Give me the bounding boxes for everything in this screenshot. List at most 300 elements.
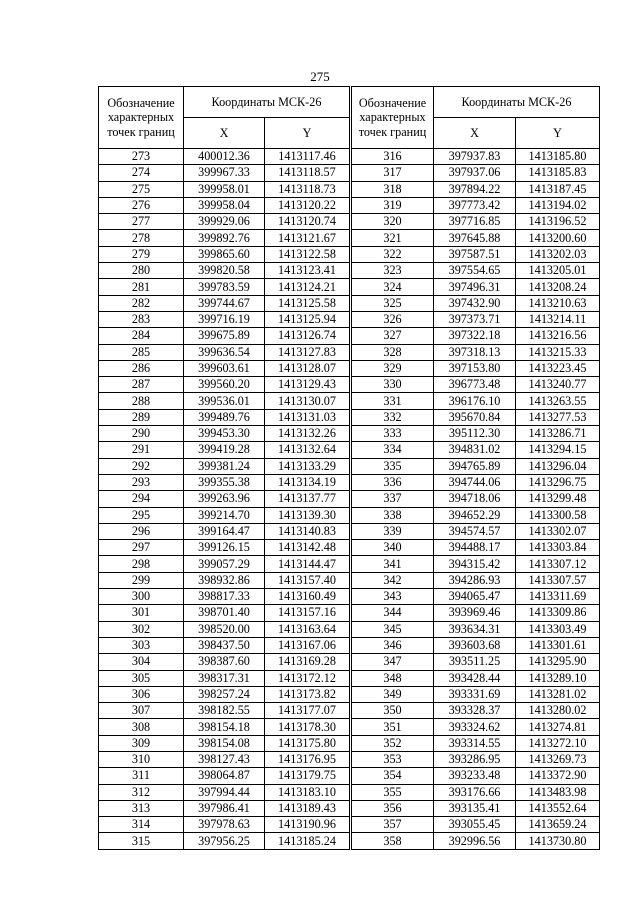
table-row — [352, 784, 600, 800]
table-row — [352, 328, 600, 344]
point-number-cell: 350 — [352, 703, 434, 719]
y-coordinate-cell: 1413190.96 — [265, 817, 350, 833]
y-coordinate-cell: 1413120.22 — [265, 197, 350, 213]
y-coordinate-cell: 1413127.83 — [265, 344, 350, 360]
table-row — [99, 768, 350, 784]
y-coordinate-cell: 1413301.61 — [516, 637, 600, 653]
y-coordinate-cell: 1413169.28 — [265, 654, 350, 670]
x-coordinate-cell: 394315.42 — [434, 556, 516, 572]
x-coordinate-cell: 396773.48 — [434, 377, 516, 393]
y-coordinate-cell: 1413179.75 — [265, 768, 350, 784]
y-coordinate-cell: 1413189.43 — [265, 800, 350, 816]
x-coordinate-cell: 399126.15 — [184, 540, 265, 556]
y-coordinate-cell: 1413118.57 — [265, 165, 350, 181]
table-row — [352, 311, 600, 327]
x-coordinate-cell: 399164.47 — [184, 523, 265, 539]
table-row — [352, 605, 600, 621]
table-row — [99, 751, 350, 767]
x-coordinate-cell: 399536.01 — [184, 393, 265, 409]
point-number-cell: 307 — [99, 703, 184, 719]
x-coordinate-cell: 395112.30 — [434, 426, 516, 442]
y-coordinate-cell: 1413124.21 — [265, 279, 350, 295]
table-row — [352, 295, 600, 311]
point-number-cell: 288 — [99, 393, 184, 409]
point-number-cell: 336 — [352, 474, 434, 490]
y-coordinate-cell: 1413123.41 — [265, 263, 350, 279]
x-coordinate-cell: 397373.71 — [434, 311, 516, 327]
x-coordinate-cell: 393135.41 — [434, 800, 516, 816]
table-row — [99, 800, 350, 816]
table-row — [352, 572, 600, 588]
point-number-cell: 325 — [352, 295, 434, 311]
table-row — [352, 214, 600, 230]
table-row — [352, 556, 600, 572]
point-number-cell: 278 — [99, 230, 184, 246]
table-row — [99, 311, 350, 327]
y-coordinate-cell: 1413300.58 — [516, 507, 600, 523]
y-coordinate-cell: 1413208.24 — [516, 279, 600, 295]
x-column-header: X — [184, 118, 265, 149]
point-number-cell: 282 — [99, 295, 184, 311]
y-coordinate-cell: 1413302.07 — [516, 523, 600, 539]
y-coordinate-cell: 1413133.29 — [265, 458, 350, 474]
point-number-cell: 297 — [99, 540, 184, 556]
x-coordinate-cell: 397986.41 — [184, 800, 265, 816]
point-number-cell: 301 — [99, 605, 184, 621]
point-number-cell: 306 — [99, 686, 184, 702]
x-coordinate-cell: 399929.06 — [184, 214, 265, 230]
y-coordinate-cell: 1413274.81 — [516, 719, 600, 735]
table-row — [352, 670, 600, 686]
table-row — [99, 149, 350, 165]
table-row — [99, 817, 350, 833]
x-coordinate-cell: 398317.31 — [184, 670, 265, 686]
y-coordinate-cell: 1413173.82 — [265, 686, 350, 702]
point-number-cell: 293 — [99, 474, 184, 490]
y-coordinate-cell: 1413289.10 — [516, 670, 600, 686]
x-coordinate-cell: 398127.43 — [184, 751, 265, 767]
y-coordinate-cell: 1413296.04 — [516, 458, 600, 474]
y-coordinate-cell: 1413294.15 — [516, 442, 600, 458]
x-coordinate-cell: 397587.51 — [434, 246, 516, 262]
y-coordinate-cell: 1413196.52 — [516, 214, 600, 230]
x-coordinate-cell: 399783.59 — [184, 279, 265, 295]
table-row — [352, 637, 600, 653]
table-row — [352, 149, 600, 165]
y-coordinate-cell: 1413167.06 — [265, 637, 350, 653]
y-coordinate-cell: 1413311.69 — [516, 589, 600, 605]
table-body-left — [99, 149, 350, 850]
point-number-cell: 352 — [352, 735, 434, 751]
table-row — [99, 344, 350, 360]
point-number-cell: 343 — [352, 589, 434, 605]
point-number-cell: 295 — [99, 507, 184, 523]
x-coordinate-cell: 398154.18 — [184, 719, 265, 735]
table-row — [352, 751, 600, 767]
point-number-cell: 337 — [352, 491, 434, 507]
x-coordinate-cell: 397496.31 — [434, 279, 516, 295]
x-coordinate-cell: 399865.60 — [184, 246, 265, 262]
x-coordinate-cell: 398520.00 — [184, 621, 265, 637]
y-coordinate-cell: 1413125.94 — [265, 311, 350, 327]
table-row — [352, 735, 600, 751]
point-number-cell: 353 — [352, 751, 434, 767]
x-coordinate-cell: 397322.18 — [434, 328, 516, 344]
point-number-cell: 291 — [99, 442, 184, 458]
y-coordinate-cell: 1413122.58 — [265, 246, 350, 262]
y-coordinate-cell: 1413172.12 — [265, 670, 350, 686]
x-coordinate-cell: 399958.04 — [184, 197, 265, 213]
x-coordinate-cell: 393603.68 — [434, 637, 516, 653]
y-coordinate-cell: 1413214.11 — [516, 311, 600, 327]
table-body-right — [352, 149, 600, 850]
table-row — [352, 360, 600, 376]
y-coordinate-cell: 1413175.80 — [265, 735, 350, 751]
x-coordinate-cell: 399675.89 — [184, 328, 265, 344]
table-row — [99, 654, 350, 670]
y-coordinate-cell: 1413177.07 — [265, 703, 350, 719]
point-number-cell: 274 — [99, 165, 184, 181]
y-coordinate-cell: 1413299.48 — [516, 491, 600, 507]
y-coordinate-cell: 1413240.77 — [516, 377, 600, 393]
point-number-cell: 335 — [352, 458, 434, 474]
y-coordinate-cell: 1413210.63 — [516, 295, 600, 311]
table-row — [99, 686, 350, 702]
table-row — [352, 377, 600, 393]
table-row — [99, 540, 350, 556]
x-coordinate-cell: 398387.60 — [184, 654, 265, 670]
table-row — [99, 409, 350, 425]
table-row — [352, 181, 600, 197]
table-row — [99, 458, 350, 474]
table-row — [352, 523, 600, 539]
point-number-cell: 308 — [99, 719, 184, 735]
table-row — [99, 556, 350, 572]
point-number-cell: 275 — [99, 181, 184, 197]
y-coordinate-cell: 1413183.10 — [265, 784, 350, 800]
point-number-cell: 348 — [352, 670, 434, 686]
x-coordinate-cell: 399636.54 — [184, 344, 265, 360]
x-coordinate-cell: 399892.76 — [184, 230, 265, 246]
y-coordinate-cell: 1413142.48 — [265, 540, 350, 556]
y-coordinate-cell: 1413117.46 — [265, 149, 350, 165]
table-row — [352, 719, 600, 735]
point-number-cell: 346 — [352, 637, 434, 653]
x-coordinate-cell: 393176.66 — [434, 784, 516, 800]
y-coordinate-cell: 1413205.01 — [516, 263, 600, 279]
table-row — [99, 442, 350, 458]
x-coordinate-cell: 393331.69 — [434, 686, 516, 702]
table-row — [99, 670, 350, 686]
y-coordinate-cell: 1413118.73 — [265, 181, 350, 197]
point-number-cell: 277 — [99, 214, 184, 230]
point-number-cell: 358 — [352, 833, 434, 849]
x-coordinate-cell: 393286.95 — [434, 751, 516, 767]
y-coordinate-cell: 1413132.26 — [265, 426, 350, 442]
x-coordinate-cell: 397956.25 — [184, 833, 265, 849]
table-row — [352, 507, 600, 523]
y-coordinate-cell: 1413130.07 — [265, 393, 350, 409]
table-row — [99, 719, 350, 735]
table-row — [99, 507, 350, 523]
y-coordinate-cell: 1413307.12 — [516, 556, 600, 572]
table-row — [352, 833, 600, 849]
y-coordinate-cell: 1413303.84 — [516, 540, 600, 556]
y-coordinate-cell: 1413223.45 — [516, 360, 600, 376]
y-coordinate-cell: 1413157.16 — [265, 605, 350, 621]
point-number-cell: 354 — [352, 768, 434, 784]
table-row — [352, 800, 600, 816]
table-row — [352, 589, 600, 605]
table-row — [352, 246, 600, 262]
point-number-cell: 305 — [99, 670, 184, 686]
point-number-cell: 315 — [99, 833, 184, 849]
y-coordinate-cell: 1413296.75 — [516, 474, 600, 490]
table-row — [99, 703, 350, 719]
x-coordinate-cell: 397554.65 — [434, 263, 516, 279]
x-coordinate-cell: 399355.38 — [184, 474, 265, 490]
point-number-cell: 309 — [99, 735, 184, 751]
point-number-cell: 292 — [99, 458, 184, 474]
table-row — [99, 523, 350, 539]
x-coordinate-cell: 398182.55 — [184, 703, 265, 719]
table-row — [99, 295, 350, 311]
point-number-cell: 312 — [99, 784, 184, 800]
point-number-cell: 332 — [352, 409, 434, 425]
point-number-cell: 286 — [99, 360, 184, 376]
y-coordinate-cell: 1413120.74 — [265, 214, 350, 230]
y-coordinate-cell: 1413216.56 — [516, 328, 600, 344]
y-coordinate-cell: 1413215.33 — [516, 344, 600, 360]
x-coordinate-cell: 393428.44 — [434, 670, 516, 686]
y-coordinate-cell: 1413281.02 — [516, 686, 600, 702]
point-number-cell: 279 — [99, 246, 184, 262]
x-coordinate-cell: 393314.55 — [434, 735, 516, 751]
point-number-cell: 321 — [352, 230, 434, 246]
x-coordinate-cell: 397894.22 — [434, 181, 516, 197]
x-coordinate-cell: 395670.84 — [434, 409, 516, 425]
y-coordinate-cell: 1413202.03 — [516, 246, 600, 262]
table-row — [352, 654, 600, 670]
y-coordinate-cell: 1413730.80 — [516, 833, 600, 849]
y-coordinate-cell: 1413160.49 — [265, 589, 350, 605]
y-coordinate-cell: 1413185.83 — [516, 165, 600, 181]
point-number-cell: 299 — [99, 572, 184, 588]
point-number-cell: 280 — [99, 263, 184, 279]
y-coordinate-cell: 1413659.24 — [516, 817, 600, 833]
point-number-cell: 341 — [352, 556, 434, 572]
y-coordinate-cell: 1413185.24 — [265, 833, 350, 849]
y-coordinate-cell: 1413372.90 — [516, 768, 600, 784]
x-coordinate-cell: 399967.33 — [184, 165, 265, 181]
table-row — [352, 768, 600, 784]
point-number-cell: 296 — [99, 523, 184, 539]
table-row — [99, 426, 350, 442]
table-row — [99, 230, 350, 246]
point-number-cell: 338 — [352, 507, 434, 523]
y-coordinate-cell: 1413286.71 — [516, 426, 600, 442]
y-coordinate-cell: 1413185.80 — [516, 149, 600, 165]
table-row — [99, 377, 350, 393]
table-row — [352, 458, 600, 474]
point-number-cell: 326 — [352, 311, 434, 327]
x-coordinate-cell: 398701.40 — [184, 605, 265, 621]
x-coordinate-cell: 398154.08 — [184, 735, 265, 751]
y-coordinate-cell: 1413303.49 — [516, 621, 600, 637]
y-coordinate-cell: 1413280.02 — [516, 703, 600, 719]
table-row — [99, 833, 350, 849]
x-coordinate-cell: 398932.86 — [184, 572, 265, 588]
table-row — [352, 817, 600, 833]
x-coordinate-cell: 399603.61 — [184, 360, 265, 376]
table-row — [99, 246, 350, 262]
y-coordinate-cell: 1413552.64 — [516, 800, 600, 816]
x-coordinate-cell: 394286.93 — [434, 572, 516, 588]
x-coordinate-cell: 398817.33 — [184, 589, 265, 605]
x-coordinate-cell: 393328.37 — [434, 703, 516, 719]
table-row — [352, 279, 600, 295]
y-coordinate-cell: 1413163.64 — [265, 621, 350, 637]
x-coordinate-cell: 398257.24 — [184, 686, 265, 702]
coordinates-header: Координаты МСК-26 — [434, 87, 600, 118]
point-number-cell: 303 — [99, 637, 184, 653]
x-coordinate-cell: 393055.45 — [434, 817, 516, 833]
table-row — [352, 686, 600, 702]
y-coordinate-cell: 1413144.47 — [265, 556, 350, 572]
point-number-cell: 276 — [99, 197, 184, 213]
y-coordinate-cell: 1413200.60 — [516, 230, 600, 246]
point-number-cell: 289 — [99, 409, 184, 425]
x-column-header: X — [434, 118, 516, 149]
y-coordinate-cell: 1413139.30 — [265, 507, 350, 523]
table-row — [99, 637, 350, 653]
x-coordinate-cell: 397978.63 — [184, 817, 265, 833]
point-number-cell: 327 — [352, 328, 434, 344]
table-row — [99, 605, 350, 621]
table-row — [99, 621, 350, 637]
y-coordinate-cell: 1413134.19 — [265, 474, 350, 490]
point-number-cell: 324 — [352, 279, 434, 295]
table-row — [352, 491, 600, 507]
x-coordinate-cell: 394574.57 — [434, 523, 516, 539]
point-number-cell: 351 — [352, 719, 434, 735]
point-number-cell: 318 — [352, 181, 434, 197]
point-number-cell: 334 — [352, 442, 434, 458]
table-row — [99, 181, 350, 197]
point-number-cell: 320 — [352, 214, 434, 230]
table-row — [99, 279, 350, 295]
table-row — [99, 214, 350, 230]
point-number-cell: 313 — [99, 800, 184, 816]
table-row — [352, 197, 600, 213]
point-number-cell: 319 — [352, 197, 434, 213]
point-number-cell: 287 — [99, 377, 184, 393]
table-row — [99, 197, 350, 213]
point-number-cell: 300 — [99, 589, 184, 605]
x-coordinate-cell: 397318.13 — [434, 344, 516, 360]
point-number-cell: 285 — [99, 344, 184, 360]
y-coordinate-cell: 1413132.64 — [265, 442, 350, 458]
x-coordinate-cell: 393511.25 — [434, 654, 516, 670]
point-number-cell: 273 — [99, 149, 184, 165]
y-coordinate-cell: 1413129.43 — [265, 377, 350, 393]
x-coordinate-cell: 399744.67 — [184, 295, 265, 311]
point-number-cell: 310 — [99, 751, 184, 767]
x-coordinate-cell: 393233.48 — [434, 768, 516, 784]
point-number-cell: 339 — [352, 523, 434, 539]
y-coordinate-cell: 1413194.02 — [516, 197, 600, 213]
x-coordinate-cell: 399716.19 — [184, 311, 265, 327]
x-coordinate-cell: 394718.06 — [434, 491, 516, 507]
table-row — [352, 621, 600, 637]
x-coordinate-cell: 399263.96 — [184, 491, 265, 507]
y-coordinate-cell: 1413131.03 — [265, 409, 350, 425]
x-coordinate-cell: 399453.30 — [184, 426, 265, 442]
x-coordinate-cell: 393969.46 — [434, 605, 516, 621]
y-coordinate-cell: 1413269.73 — [516, 751, 600, 767]
table-row — [352, 474, 600, 490]
y-coordinate-cell: 1413295.90 — [516, 654, 600, 670]
x-coordinate-cell: 397773.42 — [434, 197, 516, 213]
table-row — [352, 393, 600, 409]
x-coordinate-cell: 397937.06 — [434, 165, 516, 181]
table-row — [352, 703, 600, 719]
x-coordinate-cell: 394065.47 — [434, 589, 516, 605]
point-number-cell: 284 — [99, 328, 184, 344]
table-row — [352, 230, 600, 246]
designation-header: Обозначение характерных точек границ — [352, 87, 434, 149]
y-column-header: Y — [265, 118, 350, 149]
x-coordinate-cell: 399214.70 — [184, 507, 265, 523]
point-number-cell: 328 — [352, 344, 434, 360]
table-row — [99, 572, 350, 588]
x-coordinate-cell: 399381.24 — [184, 458, 265, 474]
y-coordinate-cell: 1413128.07 — [265, 360, 350, 376]
y-coordinate-cell: 1413272.10 — [516, 735, 600, 751]
page-number: 275 — [310, 69, 330, 84]
table-row — [99, 263, 350, 279]
y-coordinate-cell: 1413187.45 — [516, 181, 600, 197]
table-row — [352, 409, 600, 425]
coordinates-table-left — [98, 86, 350, 850]
point-number-cell: 317 — [352, 165, 434, 181]
point-number-cell: 357 — [352, 817, 434, 833]
coordinates-table-right — [351, 86, 600, 850]
y-coordinate-cell: 1413263.55 — [516, 393, 600, 409]
table-row — [99, 165, 350, 181]
point-number-cell: 323 — [352, 263, 434, 279]
point-number-cell: 304 — [99, 654, 184, 670]
point-number-cell: 349 — [352, 686, 434, 702]
x-coordinate-cell: 396176.10 — [434, 393, 516, 409]
point-number-cell: 294 — [99, 491, 184, 507]
x-coordinate-cell: 394744.06 — [434, 474, 516, 490]
x-coordinate-cell: 394765.89 — [434, 458, 516, 474]
x-coordinate-cell: 398437.50 — [184, 637, 265, 653]
x-coordinate-cell: 398064.87 — [184, 768, 265, 784]
point-number-cell: 340 — [352, 540, 434, 556]
point-number-cell: 333 — [352, 426, 434, 442]
point-number-cell: 345 — [352, 621, 434, 637]
y-coordinate-cell: 1413125.58 — [265, 295, 350, 311]
point-number-cell: 290 — [99, 426, 184, 442]
x-coordinate-cell: 399958.01 — [184, 181, 265, 197]
x-coordinate-cell: 392996.56 — [434, 833, 516, 849]
point-number-cell: 281 — [99, 279, 184, 295]
table-row — [99, 393, 350, 409]
table-row — [352, 344, 600, 360]
x-coordinate-cell: 394652.29 — [434, 507, 516, 523]
